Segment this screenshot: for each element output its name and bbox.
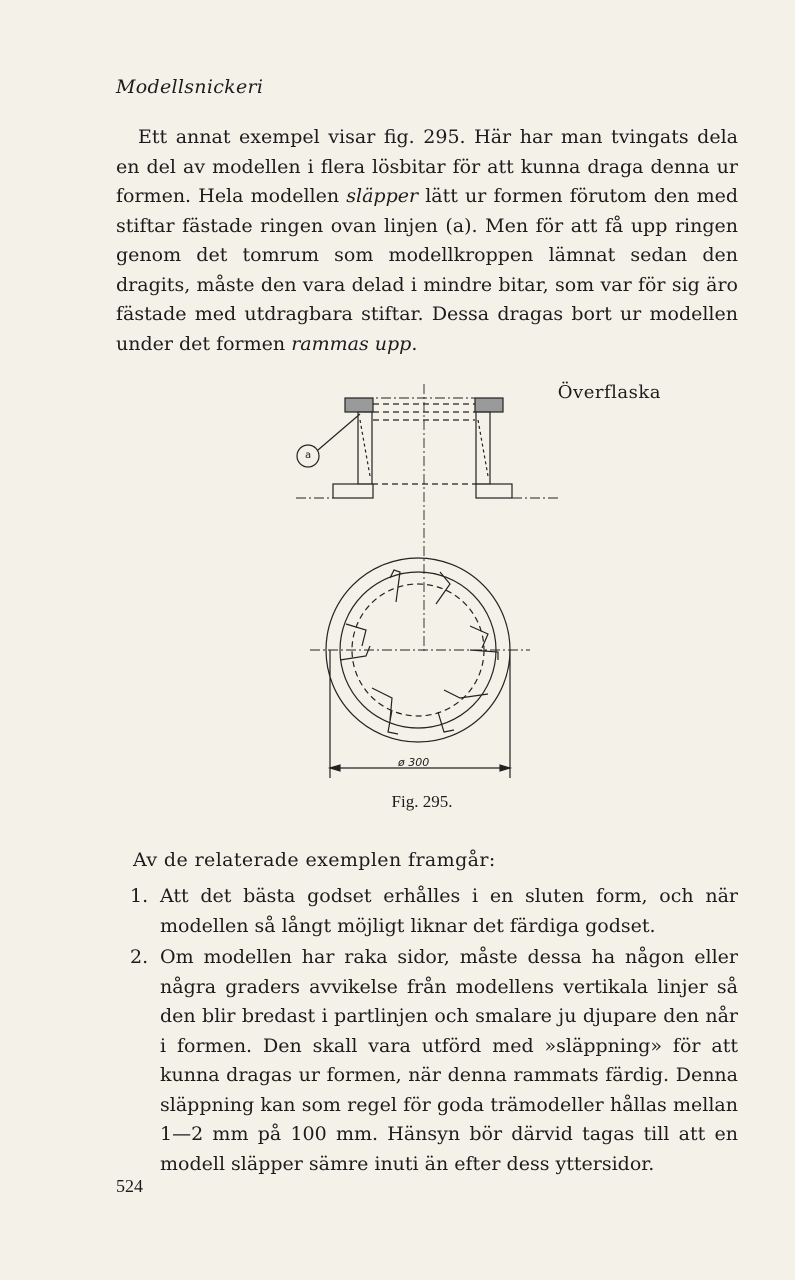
segment-1 (390, 570, 450, 604)
foot-right (476, 484, 512, 498)
wall-right (476, 412, 490, 484)
segment-2 (340, 624, 370, 660)
numbered-list (130, 882, 738, 1181)
list-item-number: 2. (130, 946, 149, 968)
running-head: Modellsnickeri (116, 76, 264, 98)
callout-a-circle (297, 445, 319, 467)
figure-callout-a: a (305, 450, 312, 461)
flange-left (345, 398, 373, 412)
list-item-number: 1. (130, 885, 149, 907)
outer-circle (326, 558, 510, 742)
flange-right (475, 398, 503, 412)
wall-right-hatch (478, 420, 488, 476)
list-item (130, 882, 738, 941)
arrow-right (500, 765, 510, 771)
paragraph-1 (116, 123, 738, 359)
list-intro: Av de relaterade exemplen framgår: (133, 849, 496, 871)
figure-caption: Fig. 295. (391, 792, 453, 811)
inner-circle (352, 584, 484, 716)
list-item-text: Att det bästa godset erhålles i en sluten form, och när modellen så långt möjligt liknar det färdiga godset. (160, 885, 738, 937)
wall-left-hatch (360, 420, 370, 476)
foot-left (333, 484, 373, 498)
paragraph-1-text-a: Ett annat exempel visar fig. 295. Här har man tvingats dela en del av modellen i flera lösbitar för att kunna draga denna ur formen. Hela modellen (116, 126, 738, 207)
paragraph-1-emphasis-1: släpper (346, 185, 419, 207)
list-item (130, 943, 738, 1179)
paragraph-1-emphasis-2: rammas upp (291, 332, 412, 355)
callout-leader (318, 414, 360, 450)
segment-4 (372, 688, 488, 720)
paragraph-1-text-b: lätt ur formen förutom den med stiftar fästade ringen ovan linjen (a). Men för att få upp ringen genom det tomrum som modellkroppen lämnat sedan den dragits, måste den vara delad i mindre bitar, som var för sig äro fästade med utdragbara stiftar. Dessa dragas bort ur modellen under det formen (116, 185, 738, 355)
figure-label-overflaska: Överflaska (557, 382, 661, 403)
page-number: 524 (116, 1176, 143, 1196)
arrow-left (330, 765, 340, 771)
figure-dimension-label: ø 300 (398, 756, 430, 769)
ring-circle (340, 572, 496, 728)
paragraph-1-text-c: . (411, 332, 418, 355)
wall-left (358, 412, 372, 484)
segment-3 (470, 626, 498, 660)
list-item-text: Om modellen har raka sidor, måste dessa ha någon eller några graders avvikelse från modellens vertikala linjer så den blir bredast i partlinjen och smalare ju djupare den når i formen. Den skall vara utförd med »släppning» för att kunna dragas ur formen, när denna rammats färdig. Denna släppning kan som regel för goda trämodeller hållas mellan 1—2 mm på 100 mm. Hänsyn bör därvid tagas till att en modell släpper sämre inuti än efter dess yttersidor. (160, 946, 738, 1175)
segment-5 (388, 710, 454, 734)
